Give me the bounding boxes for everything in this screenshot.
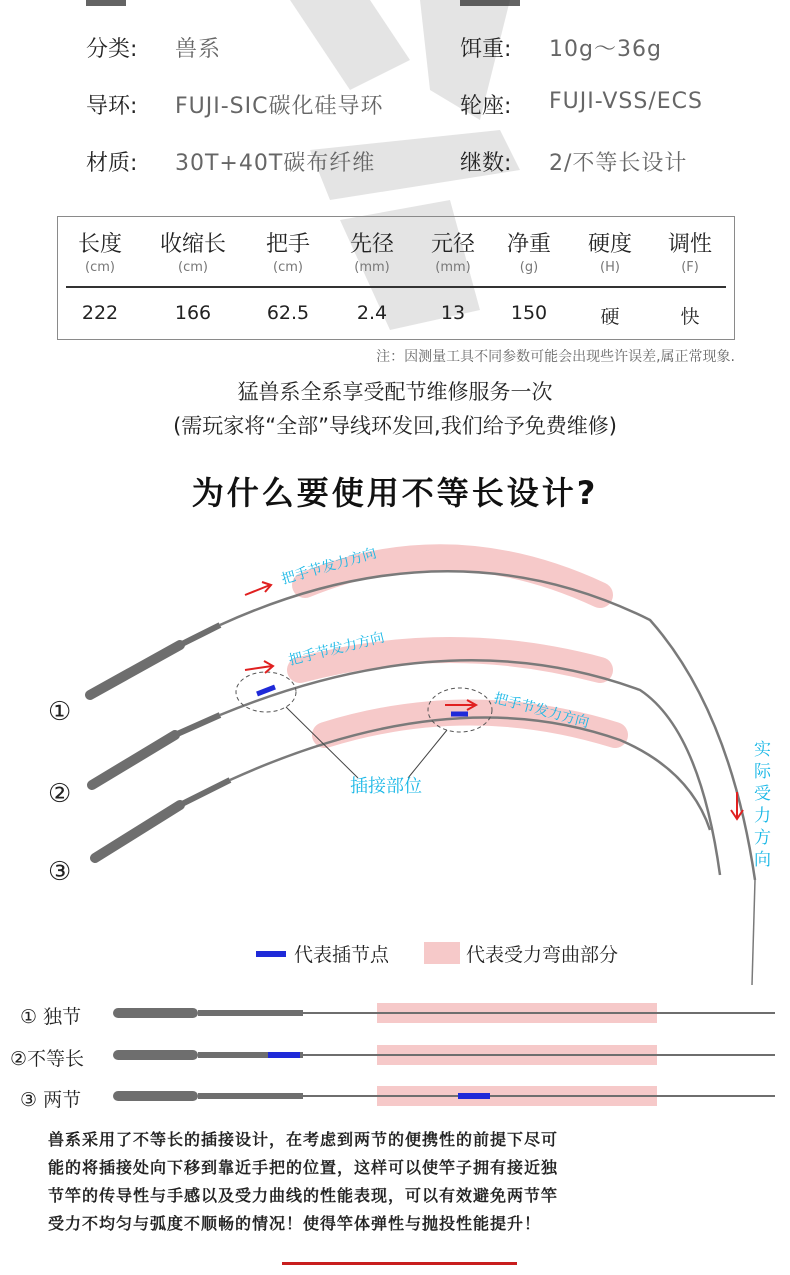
table-cell: 150	[510, 302, 548, 324]
table-cell: 硬	[600, 306, 620, 328]
straight-rod-comparison	[0, 995, 790, 1115]
rod-bend-diagram	[0, 530, 790, 1000]
table-header: 收缩长 (cm)	[159, 232, 226, 275]
table-cell: 62.5	[266, 302, 310, 324]
spec-value-material: 30T+40T碳布纤维	[175, 151, 376, 176]
joint-label: 插接部位	[350, 776, 422, 797]
spec-value-category: 兽系	[175, 37, 222, 62]
table-header: 元径 (mm)	[430, 232, 475, 275]
section-title: 为什么要使用不等长设计?	[191, 474, 599, 512]
table-cell: 2.4	[356, 302, 388, 324]
actual-force-label	[754, 740, 772, 870]
spec-label-guides: 导环:	[86, 94, 138, 119]
table-header: 长度 (cm)	[77, 232, 122, 275]
joint-leader-line	[408, 730, 447, 778]
spec-table	[57, 216, 735, 340]
table-cell: 166	[174, 302, 212, 324]
bending-rod-1	[90, 571, 755, 985]
bending-rod-2	[92, 660, 720, 875]
force-direction-label: 把手节发力方向	[279, 545, 379, 588]
rod-number-1: ①	[48, 697, 72, 727]
description-line: 受力不均匀与弧度不顺畅的情况！使得竿体弹性与抛投性能提升！	[48, 1214, 542, 1233]
description-line: 节竿的传导性与手感以及受力曲线的性能表现，可以有效避免两节竿	[48, 1186, 559, 1205]
spec-value-reel-seat: FUJI-VSS/ECS	[549, 89, 704, 114]
svg-text:向: 向	[754, 850, 771, 870]
table-cell: 快	[680, 306, 700, 328]
service-line-1: 猛兽系全系享受配节维修服务一次	[237, 380, 553, 404]
top-cutoff-mark	[86, 0, 126, 6]
table-header: 把手 (cm)	[265, 232, 310, 275]
force-direction-label: 把手节发力方向	[287, 629, 387, 669]
legend-bend-swatch	[424, 942, 460, 964]
table-cell: 222	[81, 302, 119, 324]
svg-text:实: 实	[754, 740, 771, 760]
legend-bend-label: 代表受力弯曲部分	[466, 944, 619, 966]
table-header: 调性 (F)	[667, 232, 712, 275]
spec-label-sections: 继数:	[460, 151, 512, 176]
measurement-note: 注：因测量工具不同参数可能会出现些许误差,属正常现象.	[376, 349, 735, 365]
bottom-accent-bar	[282, 1262, 517, 1265]
legend-joint-label: 代表插节点	[294, 944, 390, 966]
table-header: 硬度 (H)	[587, 232, 632, 275]
joint-marker	[458, 1093, 490, 1099]
rod-label-two-piece: ③ 两节	[20, 1089, 82, 1111]
description-line: 能的将插接处向下移到靠近手把的位置，这样可以使竿子拥有接近独	[48, 1158, 559, 1177]
spec-label-material: 材质:	[86, 151, 138, 176]
service-line-2: (需玩家将“全部”导线环发回,我们给予免费维修)	[173, 414, 617, 438]
table-header: 先径 (mm)	[349, 232, 394, 275]
spec-label-lure-weight: 饵重:	[460, 37, 512, 62]
svg-text:方: 方	[754, 828, 771, 848]
force-direction-label: 把手节发力方向	[491, 690, 591, 732]
table-header: 净重 (g)	[506, 232, 551, 275]
joint-marker-2	[257, 687, 275, 694]
spec-value-lure-weight: 10g～36g	[549, 37, 662, 62]
rod-number-2: ②	[48, 779, 72, 809]
table-cell: 13	[440, 302, 466, 324]
spec-value-guides: FUJI-SIC碳化硅导环	[175, 94, 384, 119]
spec-label-reel-seat: 轮座:	[460, 94, 512, 119]
description-line: 兽系采用了不等长的插接设计，在考虑到两节的便携性的前提下尽可	[48, 1130, 559, 1149]
svg-text:受: 受	[754, 784, 771, 804]
spec-label-category: 分类:	[86, 37, 138, 62]
rod-number-3: ③	[48, 857, 72, 887]
joint-marker	[268, 1052, 300, 1058]
rod-label-unequal: ②不等长	[10, 1048, 85, 1070]
spec-value-sections: 2/不等长设计	[549, 151, 688, 176]
legend-joint-swatch	[256, 951, 286, 957]
rod-label-single: ① 独节	[20, 1006, 82, 1028]
design-description	[48, 1126, 778, 1238]
svg-text:际: 际	[754, 762, 771, 782]
top-cutoff-mark	[460, 0, 520, 6]
svg-text:力: 力	[754, 806, 771, 826]
table-divider	[66, 286, 726, 288]
